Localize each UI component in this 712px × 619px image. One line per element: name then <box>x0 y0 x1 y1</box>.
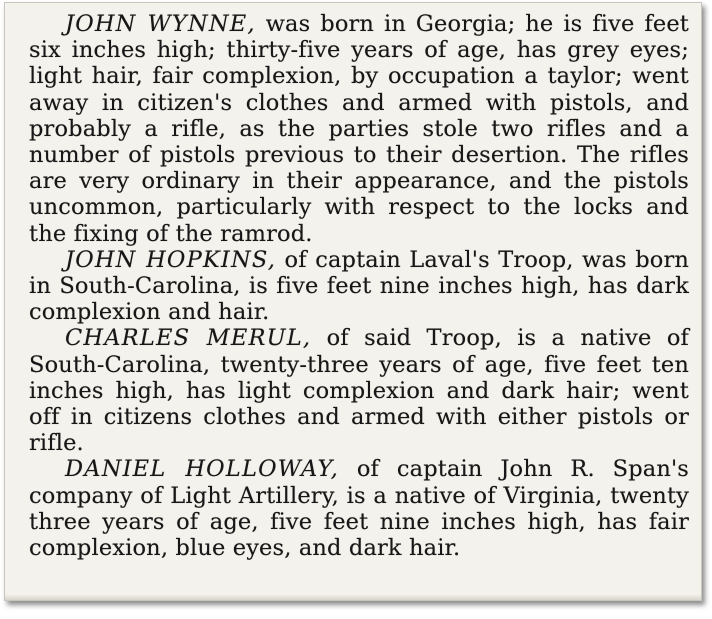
newspaper-clipping-frame <box>4 2 702 601</box>
entry-charles-merul <box>29 325 689 456</box>
entry-name: JOHN WYNNE, <box>65 11 256 37</box>
entry-description: of captain Laval's Troop, was born in South-Carolina, is five feet nine inches high, has dark complexion and hair. <box>29 246 689 326</box>
entry-description: was born in Georgia; he is five feet six inches high; thirty-five years of age, has grey eyes; light hair, fair complexion, by occupation a taylor; went away in citizen's clothes and armed with pistols, and probably a rifle, as the parties stole two rifles and a number of pistols previous to their desertion. The rifles are very ordinary in their appearance, and the pistols uncommon, particularly with respect to the locks and the fixing of the ramrod. <box>29 11 689 247</box>
entry-name: DANIEL HOLLOWAY, <box>65 456 339 483</box>
entry-daniel-holloway <box>29 456 689 561</box>
entry-john-wynne <box>29 11 689 247</box>
clipping-text-column <box>29 11 689 561</box>
clipping-bottom-edge <box>5 594 701 600</box>
entry-description: of captain John R. Span's company of Light Artillery, is a native of Virginia, twenty three years of age, five feet nine inches high, has fair complexion, blue eyes, and dark hair. <box>29 456 689 562</box>
entry-john-hopkins <box>29 247 689 326</box>
entry-name: JOHN HOPKINS, <box>65 246 277 273</box>
entry-name: CHARLES MERUL, <box>65 325 312 352</box>
entry-description: of said Troop, is a native of South-Carolina, twenty-three years of age, five feet ten inches high, has light complexion and dark hair; went off in citizens clothes and armed with either pistols or rifle. <box>29 325 690 457</box>
